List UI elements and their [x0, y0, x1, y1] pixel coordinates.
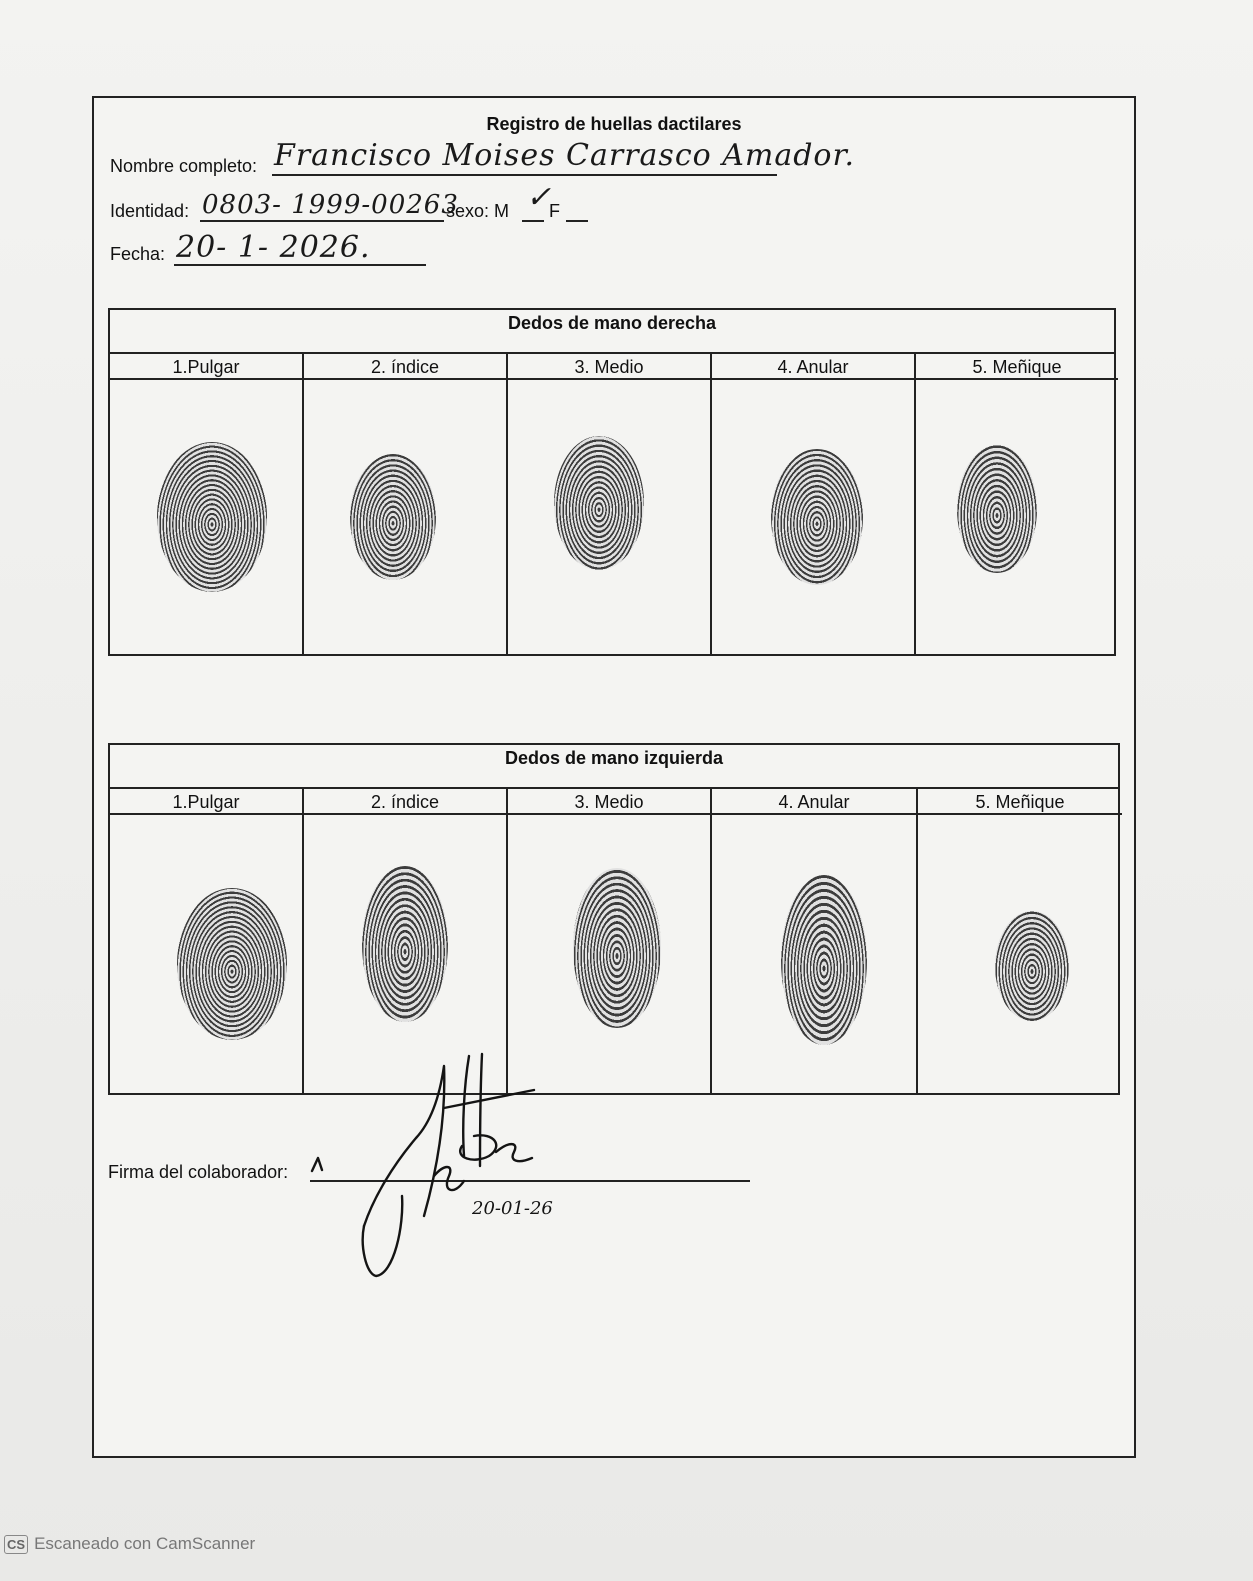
- scanner-text: Escaneado con CamScanner: [34, 1534, 256, 1553]
- left-hand-grid: [108, 743, 1120, 1095]
- signature-label: Firma del colaborador:: [108, 1162, 289, 1182]
- right-index-column: [304, 354, 508, 654]
- identity-underline: [200, 220, 444, 222]
- left-index-label: 2. índice: [304, 789, 506, 815]
- form-title: Registro de huellas dactilares: [486, 114, 742, 134]
- camscanner-logo-icon: CS: [4, 1535, 28, 1554]
- left-ring-fingerprint: [781, 875, 867, 1045]
- right-little-cell: [916, 380, 1118, 654]
- left-thumb-label: 1.Pulgar: [110, 789, 302, 815]
- left-thumb-cell: [110, 815, 302, 1093]
- left-index-fingerprint: [362, 866, 448, 1022]
- right-thumb-column: [110, 354, 304, 654]
- identity-value: 0803- 1999-00263: [202, 190, 459, 220]
- name-underline: [272, 174, 777, 176]
- sex-f-underline: [566, 220, 588, 222]
- right-middle-label: 3. Medio: [508, 354, 710, 380]
- right-index-label: 2. índice: [304, 354, 506, 380]
- left-hand-title: Dedos de mano izquierda: [110, 745, 1118, 789]
- left-ring-label: 4. Anular: [712, 789, 916, 815]
- right-ring-fingerprint: [771, 449, 863, 585]
- right-index-fingerprint: [350, 454, 436, 580]
- signature-date: 20-01-26: [472, 1198, 553, 1219]
- date-underline: [174, 264, 426, 266]
- right-middle-cell: [508, 380, 710, 654]
- form-sheet: [92, 96, 1136, 1458]
- right-hand-grid: [108, 308, 1116, 656]
- name-label: Nombre completo:: [110, 156, 258, 176]
- left-ring-column: [712, 789, 918, 1093]
- date-value: 20- 1- 2026.: [176, 230, 371, 265]
- left-ring-cell: [712, 815, 916, 1093]
- left-little-fingerprint: [995, 911, 1069, 1021]
- right-thumb-label: 1.Pulgar: [110, 354, 302, 380]
- right-little-label: 5. Meñique: [916, 354, 1118, 380]
- scanner-watermark: [4, 1534, 255, 1554]
- sex-check-mark: ✓: [526, 180, 553, 215]
- sex-m-underline: [522, 220, 544, 222]
- date-label: Fecha:: [110, 244, 166, 264]
- identity-label: Identidad:: [110, 201, 190, 221]
- identity-field: [110, 201, 189, 222]
- date-field: [110, 244, 165, 265]
- right-hand-title: Dedos de mano derecha: [110, 310, 1114, 354]
- right-middle-column: [508, 354, 712, 654]
- right-little-column: [916, 354, 1118, 654]
- right-thumb-cell: [110, 380, 302, 654]
- right-ring-label: 4. Anular: [712, 354, 914, 380]
- right-thumb-fingerprint: [157, 442, 267, 592]
- right-ring-cell: [712, 380, 914, 654]
- name-value: Francisco Moises Carrasco Amador.: [274, 138, 856, 173]
- right-ring-column: [712, 354, 916, 654]
- sex-m-label: sexo: M: [446, 201, 510, 221]
- right-index-cell: [304, 380, 506, 654]
- left-middle-fingerprint: [573, 868, 661, 1028]
- right-middle-fingerprint: [554, 436, 644, 570]
- handwritten-signature: [304, 1046, 624, 1286]
- sex-f-label: F: [549, 201, 560, 221]
- left-thumb-column: [110, 789, 304, 1093]
- left-little-cell: [918, 815, 1122, 1093]
- right-little-fingerprint: [957, 445, 1037, 573]
- name-field: [110, 156, 257, 177]
- left-little-label: 5. Meñique: [918, 789, 1122, 815]
- left-little-column: [918, 789, 1122, 1093]
- left-middle-label: 3. Medio: [508, 789, 710, 815]
- left-thumb-fingerprint: [177, 888, 287, 1040]
